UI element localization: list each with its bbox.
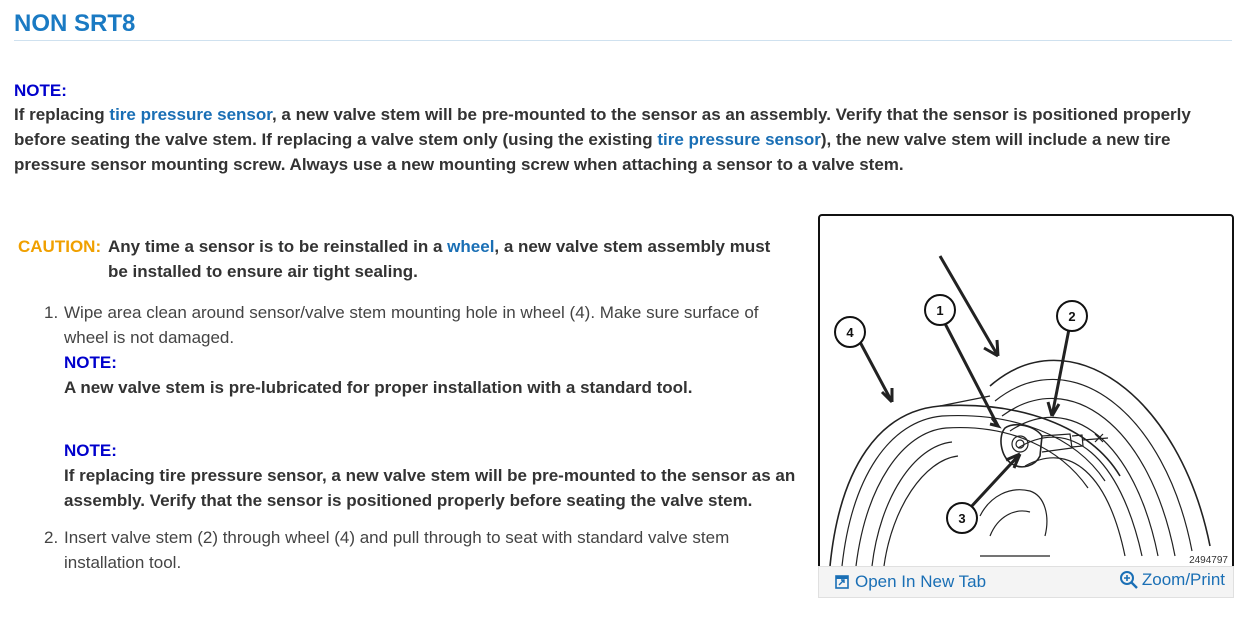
caution-text	[108, 234, 780, 284]
page-title: NON SRT8	[14, 10, 136, 37]
wheel-valve-stem-illustration	[820, 216, 1232, 568]
step-text: Wipe area clean around sensor/valve stem mounting hole in wheel (4). Make sure surface of wheel is not damaged.	[64, 303, 759, 347]
open-in-new-tab-label: Open In New Tab	[855, 572, 987, 591]
step-note	[64, 350, 804, 400]
callout-2: 2	[1068, 309, 1076, 324]
caution-block	[18, 234, 788, 284]
step-note	[64, 438, 804, 513]
caution-label: CAUTION:	[18, 237, 102, 256]
wheel-link[interactable]: wheel	[447, 237, 495, 256]
note-text-part: If replacing	[14, 105, 110, 124]
caution-text-part: Any time a sensor is to be reinstalled in a	[108, 237, 448, 256]
step-number: 1.	[44, 303, 59, 322]
figure-image[interactable]	[818, 214, 1234, 570]
note-text	[14, 102, 1229, 177]
zoom-print-label: Zoom/Print	[1141, 570, 1225, 589]
callout-1: 1	[936, 303, 944, 318]
tire-pressure-sensor-link-2[interactable]: tire pressure sensor	[657, 130, 821, 149]
note-label: NOTE:	[64, 353, 117, 372]
note-block	[14, 80, 1229, 177]
step-number: 2.	[44, 528, 59, 547]
open-in-new-tab-button[interactable]	[835, 572, 986, 592]
figure-toolbar	[818, 566, 1234, 598]
figure-id: 2494797	[1189, 555, 1228, 566]
title-divider	[14, 40, 1232, 41]
caution-text-part: , a new valve stem assembly must be installed to ensure air tight sealing.	[108, 237, 771, 281]
tire-pressure-sensor-link[interactable]: tire pressure sensor	[109, 105, 272, 124]
step-2	[44, 525, 804, 575]
zoom-print-button[interactable]	[1119, 570, 1225, 590]
callout-4: 4	[846, 325, 854, 340]
step-text: Insert valve stem (2) through wheel (4) and pull through to seat with standard valve stem installation tool.	[64, 528, 730, 572]
note-label: NOTE:	[14, 81, 67, 100]
callout-3: 3	[958, 511, 966, 526]
open-new-tab-icon	[835, 575, 849, 589]
note-text-part: , a new valve stem will be pre-mounted to the sensor as an assembly. Verify that the sensor is positioned properly before seating the valve stem. If replacing a valve stem only (using the existing	[14, 105, 1191, 149]
note-label: NOTE:	[64, 441, 117, 460]
step-1	[44, 300, 804, 513]
procedure-steps	[44, 300, 804, 575]
step-note-text: If replacing tire pressure sensor, a new valve stem will be pre-mounted to the sensor as an assembly. Verify that the sensor is positioned properly before seating the valve stem.	[64, 466, 796, 510]
note-text-part: ), the new valve stem will include a new tire pressure sensor mounting screw. Always use a new mounting screw when attaching a sensor to a valve stem.	[14, 130, 1171, 174]
step-note-text: A new valve stem is pre-lubricated for proper installation with a standard tool.	[64, 378, 693, 397]
magnifier-zoom-icon	[1119, 570, 1139, 590]
